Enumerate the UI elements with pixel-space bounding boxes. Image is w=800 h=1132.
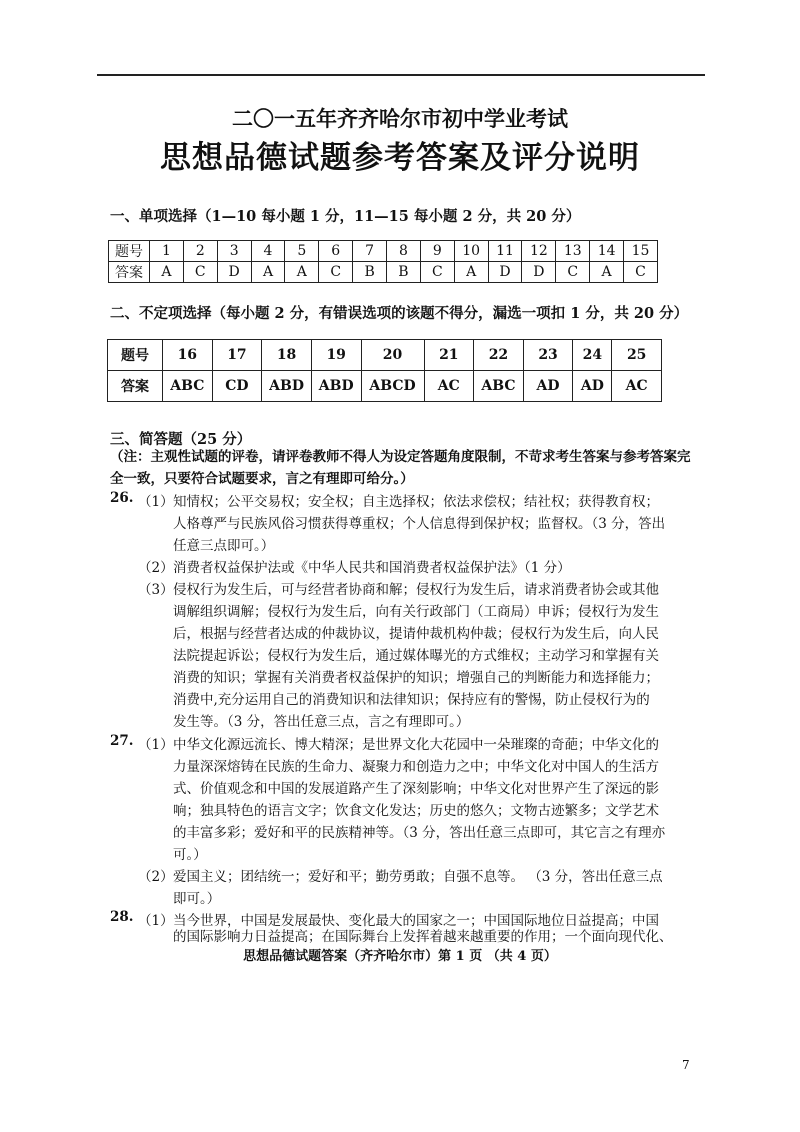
answer-cell: AC: [424, 371, 474, 402]
answer-cell: C: [624, 262, 658, 283]
row-label: 答案: [108, 371, 163, 402]
question-cell: 22: [474, 340, 524, 371]
answer-cell: A: [251, 262, 285, 283]
question-cell: 6: [319, 241, 353, 262]
question-cell: 25: [612, 340, 662, 371]
question-cell: 7: [353, 241, 387, 262]
question-cell: 5: [285, 241, 319, 262]
answer-cell: ABD: [311, 371, 361, 402]
answer-line: 力量深深熔铸在民族的生命力、凝聚力和创造力之中；中华文化对中国人的生活方: [173, 759, 659, 775]
multiple-choice-answer-table: [107, 339, 662, 402]
answer-line: 发生等。（3 分，答出任意三点，言之有理即可。）: [173, 714, 470, 730]
answer-line: 的国际影响力日益提高；在国际舞台上发挥着越来越重要的作用；一个面向现代化、: [173, 929, 673, 945]
document-title: 思想品德试题参考答案及评分说明: [160, 140, 640, 176]
answer-cell: C: [319, 262, 353, 283]
answer-line: 即可。）: [173, 891, 221, 907]
question-cell: 17: [212, 340, 262, 371]
question-cell: 4: [251, 241, 285, 262]
question-number: 28.: [110, 909, 134, 925]
answer-cell: ABCD: [361, 371, 424, 402]
question-cell: 18: [262, 340, 312, 371]
answer-line: 消费者权益保护法或《中华人民共和国消费者权益保护法》（1 分）: [173, 560, 571, 576]
answer-line: 人格尊严与民族风俗习惯获得尊重权；个人信息得到保护权；监督权。（3 分，答出: [173, 516, 666, 532]
answer-line: 任意三点即可。）: [173, 538, 275, 554]
answer-cell: B: [353, 262, 387, 283]
answer-cell: C: [556, 262, 590, 283]
answer-cell: A: [454, 262, 488, 283]
answer-cell: A: [590, 262, 624, 283]
grading-note: （注：主观性试题的评卷，请评卷教师不得人为设定答题角度限制，不苛求考生答案与参考答案完全一致，只要符合试题要求，言之有理即可给分。）: [110, 449, 691, 487]
answer-cell: AD: [523, 371, 573, 402]
page-number: 7: [682, 1058, 690, 1072]
answer-line: 可。）: [173, 847, 207, 863]
answer-cell: ABC: [163, 371, 213, 402]
answer-line: 知情权；公平交易权；安全权；自主选择权；依法求偿权；结社权；获得教育权；: [173, 494, 659, 510]
part-label: （3）: [138, 582, 174, 598]
question-number-row: [108, 340, 662, 371]
question-number: 26.: [110, 490, 134, 506]
answer-cell: D: [522, 262, 556, 283]
section1-heading: 一、单项选择（1—10 每小题 1 分，11—15 每小题 2 分，共 20 分）: [110, 208, 581, 225]
answer-row: [109, 262, 658, 283]
answer-cell: CD: [212, 371, 262, 402]
answer-cell: A: [285, 262, 319, 283]
answer-line: 后，根据与经营者达成的仲裁协议，提请仲裁机构仲裁；侵权行为发生后，向人民: [173, 626, 659, 642]
part-label: （1）: [138, 913, 174, 929]
page-footer: 思想品德试题答案（齐齐哈尔市）第 1 页 （共 4 页）: [243, 949, 557, 964]
answer-cell: AD: [573, 371, 612, 402]
part-label: （2）: [138, 869, 174, 885]
answer-cell: ABD: [262, 371, 312, 402]
answer-line: 爱国主义；团结统一；爱好和平；勤劳勇敢；自强不息等。 （3 分，答出任意三点: [173, 869, 663, 885]
single-choice-answer-table: [108, 240, 658, 283]
answer-line: 的丰富多彩；爱好和平的民族精神等。（3 分，答出任意三点即可，其它言之有理亦: [173, 825, 666, 841]
row-label: 题号: [108, 340, 163, 371]
answer-line: 侵权行为发生后，可与经营者协商和解；侵权行为发生后，请求消费者协会或其他: [173, 582, 659, 598]
answer-cell: D: [488, 262, 522, 283]
part-label: （1）: [138, 494, 174, 510]
answer-cell: D: [217, 262, 251, 283]
question-number: 27.: [110, 733, 134, 749]
section2-heading: 二、不定项选择（每小题 2 分，有错误选项的该题不得分，漏选一项扣 1 分，共 20 分）: [110, 305, 689, 322]
question-cell: 16: [163, 340, 213, 371]
section3-heading: 三、简答题（25 分）: [110, 431, 252, 448]
question-cell: 20: [361, 340, 424, 371]
question-cell: 2: [183, 241, 217, 262]
answer-line: 当今世界，中国是发展最快、变化最大的国家之一；中国国际地位日益提高；中国: [173, 913, 659, 929]
row-label: 答案: [109, 262, 150, 283]
answer-cell: A: [150, 262, 184, 283]
answer-cell: ABC: [474, 371, 524, 402]
answer-line: 式、价值观念和中国的发展道路产生了深刻影响；中华文化对世界产生了深远的影: [173, 781, 659, 797]
question-number-row: [109, 241, 658, 262]
part-label: （2）: [138, 560, 174, 576]
exam-title: 二〇一五年齐齐哈尔市初中学业考试: [232, 106, 568, 131]
question-cell: 10: [454, 241, 488, 262]
part-label: （1）: [138, 737, 174, 753]
answer-line: 响；独具特色的语言文字；饮食文化发达；历史的悠久；文物古迹繁多；文学艺术: [173, 803, 659, 819]
question-cell: 24: [573, 340, 612, 371]
question-cell: 13: [556, 241, 590, 262]
answer-line: 调解组织调解；侵权行为发生后，向有关行政部门（工商局）申诉；侵权行为发生: [173, 604, 659, 620]
answer-row: [108, 371, 662, 402]
answer-cell: C: [420, 262, 454, 283]
question-cell: 21: [424, 340, 474, 371]
question-cell: 9: [420, 241, 454, 262]
question-cell: 12: [522, 241, 556, 262]
question-cell: 23: [523, 340, 573, 371]
answer-line: 消费中,充分运用自己的消费知识和法律知识；保持应有的警惕，防止侵权行为的: [173, 692, 650, 708]
answer-line: 中华文化源远流长、博大精深；是世界文化大花园中一朵璀璨的奇葩；中华文化的: [173, 737, 659, 753]
question-cell: 3: [217, 241, 251, 262]
row-label: 题号: [109, 241, 150, 262]
question-cell: 19: [311, 340, 361, 371]
question-cell: 14: [590, 241, 624, 262]
question-cell: 1: [150, 241, 184, 262]
question-cell: 8: [387, 241, 421, 262]
top-rule: [97, 74, 705, 76]
question-cell: 11: [488, 241, 522, 262]
answer-cell: B: [387, 262, 421, 283]
answer-line: 法院提起诉讼；侵权行为发生后，通过媒体曝光的方式维权；主动学习和掌握有关: [173, 648, 659, 664]
answer-cell: AC: [612, 371, 662, 402]
answer-cell: C: [183, 262, 217, 283]
answer-line: 消费的知识；掌握有关消费者权益保护的知识；增强自己的判断能力和选择能力；: [173, 670, 659, 686]
question-cell: 15: [624, 241, 658, 262]
